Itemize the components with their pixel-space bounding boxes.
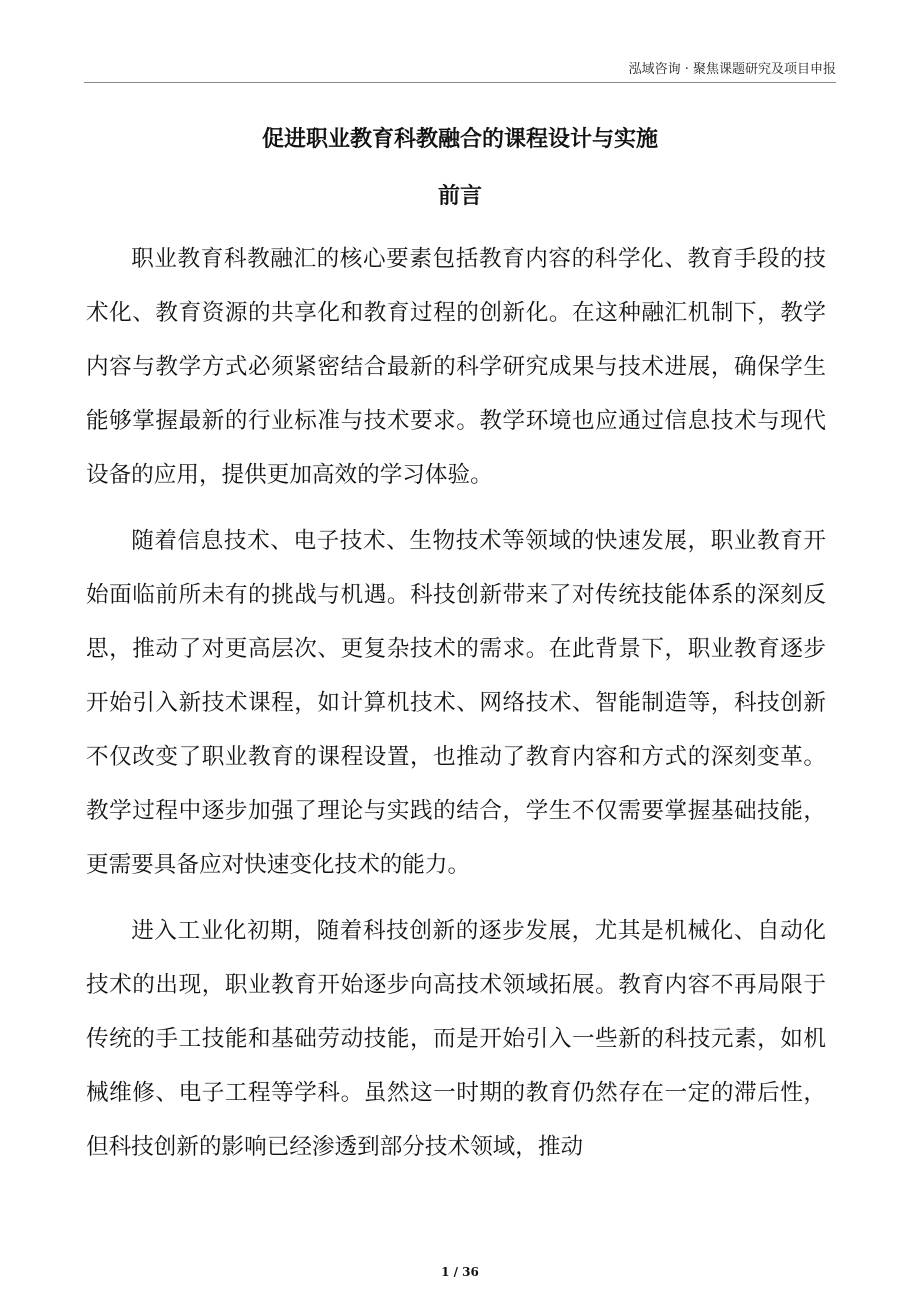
paragraph: 职业教育科教融汇的核心要素包括教育内容的科学化、教育手段的技术化、教育资源的共享化和教育过程的创新化。在这种融汇机制下，教学内容与教学方式必须紧密结合最新的科学研究成果与技术进展，确保学生能够掌握最新的行业标准与技术要求。教学环境也应通过信息技术与现代设备的应用，提供更加高效的学习体验。	[86, 246, 826, 488]
document-title: 促进职业教育科教融合的课程设计与实施	[261, 127, 658, 152]
paragraph: 随着信息技术、电子技术、生物技术等领域的快速发展，职业教育开始面临前所未有的挑战与机遇。科技创新带来了对传统技能体系的深刻反思，推动了对更高层次、更复杂技术的需求。在此背景下，职业教育逐步开始引入新技术课程，如计算机技术、网络技术、智能制造等，科技创新不仅改变了职业教育的课程设置，也推动了教育内容和方式的深刻变革。教学过程中逐步加强了理论与实践的结合，学生不仅需要掌握基础技能，更需要具备应对快速变化技术的能力。	[86, 528, 826, 878]
header-divider	[84, 82, 836, 83]
page-number: 1 / 36	[441, 1265, 479, 1279]
page-header: 泓域咨询 · 聚焦课题研究及项目申报	[628, 62, 836, 77]
paragraph: 进入工业化初期，随着科技创新的逐步发展，尤其是机械化、自动化技术的出现，职业教育开始逐步向高技术领域拓展。教育内容不再局限于传统的手工技能和基础劳动技能，而是开始引入一些新的科技元素，如机械维修、电子工程等学科。虽然这一时期的教育仍然存在一定的滞后性，但科技创新的影响已经渗透到部分技术领域，推动	[86, 918, 826, 1160]
document-body	[86, 232, 826, 1186]
section-heading: 前言	[437, 184, 482, 209]
